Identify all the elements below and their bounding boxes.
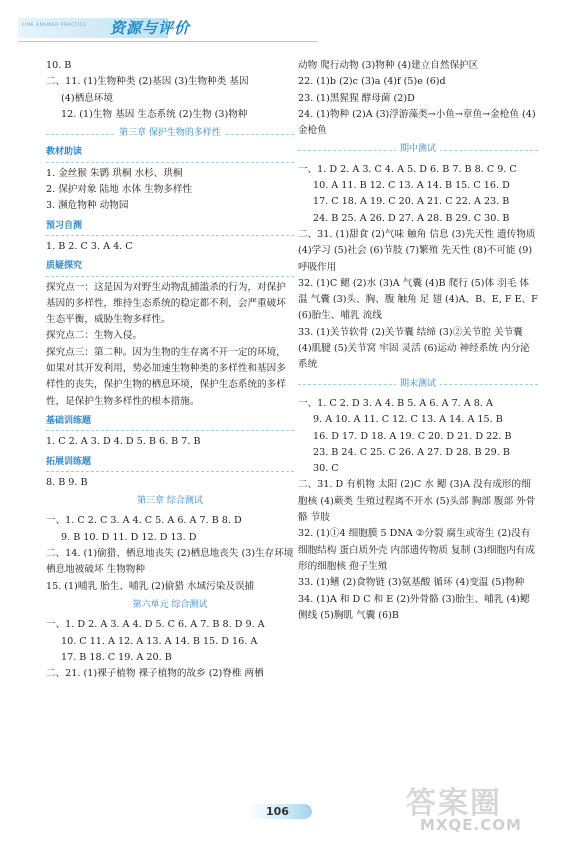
section-heading-text: 期中测试 bbox=[396, 144, 440, 154]
answer-line: 10. A 11. B 12. C 13. A 14. B 15. C 16. D bbox=[313, 180, 510, 192]
answer-line: 2. 保护对象 陆地 水体 生物多样性 bbox=[46, 184, 193, 196]
header-rule bbox=[18, 41, 318, 42]
answer-line: 二、31. (1)甜食 (2)气味 触角 信息 (3)先天性 遗传物质 (4)学习 (5)社会 (6)节肢 (7)繁殖 先天性 (8)不可能 (9)呼吸作用 bbox=[298, 228, 536, 273]
answer-line: 二、31. D 有机物 太阳 (2)C 水 鳃 (3)A 没有成形的细胞核 (4)蕨类 生殖过程离不开水 (5)头部 胸部 腹部 外骨骼 节肢 bbox=[298, 479, 536, 524]
answer-line: 9. A 10. A 11. C 12. C 13. A 14. A 15. B bbox=[313, 414, 503, 426]
section-heading bbox=[46, 494, 294, 509]
watermark-url: MXQE.COM bbox=[420, 816, 522, 834]
left-column bbox=[46, 58, 294, 682]
answer-line: 8. B 9. B bbox=[46, 476, 88, 488]
watermark-logo bbox=[398, 778, 558, 838]
page-number: 106 bbox=[266, 805, 289, 818]
section-heading bbox=[298, 377, 538, 392]
answer-line: 1. 金丝猴 朱鹮 珙桐 水杉、珙桐 bbox=[46, 167, 183, 179]
answer-line: 17. B 18. C 19. A 20. B bbox=[61, 651, 172, 663]
watermark-title: 答案圈 bbox=[406, 786, 502, 821]
section-heading bbox=[298, 142, 538, 157]
section-heading-text: 第三章 保护生物的多样性 bbox=[115, 128, 225, 138]
section-heading-text: 期末测试 bbox=[396, 379, 440, 389]
page-number-badge bbox=[248, 802, 318, 822]
answer-line: 24. B 25. A 26. D 27. A 28. B 29. C 30. B bbox=[313, 212, 510, 224]
answer-line: 一、1. C 2. D 3. A 4. B 5. A 6. A 7. A 8. A bbox=[298, 397, 493, 409]
answer-line: 1. C 2. A 3. D 4. D 5. B 6. B 7. B bbox=[46, 436, 201, 448]
section-heading-text: 第六单元 综合测试 bbox=[129, 600, 212, 610]
answer-line: 32. (1)①4 细胞膜 5 DNA ②分裂 腐生或寄生 (2)没有细胞结构 蛋白质外壳 内部遗传物质 复制 (3)细胞内有成形的细胞核 孢子生殖 bbox=[298, 528, 535, 572]
answer-line: 二、21. (1)裸子植物 裸子植物的故乡 (2)脊椎 两栖 bbox=[46, 668, 264, 680]
answer-line: 33. (1)关节软骨 (2)关节囊 结缔 (3)②关节腔 关节囊 (4)肌腱 (5)关节窝 牢固 灵活 (6)运动 神经系统 内分泌系统 bbox=[298, 326, 530, 371]
answer-line: 10. C 11. A 12. A 13. A 14. B 15. D 16. A bbox=[61, 635, 258, 647]
answer-line: 33. (1)鳍 (2)食物链 (3)氨基酸 循环 (4)变温 (5)物种 bbox=[298, 577, 525, 589]
answer-line: 一、1. D 2. A 3. A 4. D 5. C 6. A 7. B 8. D 9. A bbox=[46, 619, 265, 631]
answer-line: 15. (1)哺乳 胎生、哺乳 (2)偷猎 水域污染及误捕 bbox=[46, 580, 255, 592]
answer-line: 30. C bbox=[313, 463, 339, 475]
header-title: 资源与评价 bbox=[110, 19, 191, 37]
right-column bbox=[298, 58, 538, 624]
section-heading bbox=[46, 598, 294, 613]
header-small-text: FINE ANSWER PRACTICE bbox=[22, 23, 87, 28]
answer-line: 23. B 24. C 25. C 26. A 27. D 28. B 29. B bbox=[313, 446, 510, 458]
section-heading-text: 第三章 综合测试 bbox=[133, 496, 207, 506]
section-heading bbox=[46, 126, 294, 141]
subsection-heading: 质疑探究 bbox=[46, 259, 294, 276]
answer-line: 二、11. (1)生物种类 (2)基因 (3)生物种类 基因 bbox=[46, 76, 249, 88]
answer-line: 16. D 17. D 18. A 19. C 20. D 21. D 22. B bbox=[313, 430, 512, 442]
answer-line: 一、1. D 2. A 3. C 4. A 5. D 6. B 7. B 8. C 9. C bbox=[298, 163, 517, 175]
answer-line: 探究点一：这是因为对野生动物乱捕滥杀的行为，对保护基因的多样性，维持生态系统的稳定都不利，会严重破坏生态平衡，威胁生物多样性。 bbox=[46, 281, 286, 326]
subsection-heading: 拓展训练题 bbox=[46, 455, 294, 472]
answer-line: 34. (1)A 和 D C 和 E (2)外骨骼 (3)胎生、哺乳 (4)鳃 侧线 (5)胸肌 气囊 (6)B bbox=[298, 593, 530, 621]
subsection-heading: 基础训练题 bbox=[46, 414, 294, 431]
answer-line: 二、14. (1)偷猎、栖息地丧失 (2)栖息地丧失 (3)生存环境 栖息地被破坏 生物物种 bbox=[46, 548, 294, 576]
answer-line: 10. B bbox=[46, 60, 72, 71]
answer-line: 动物 爬行动物 (3)物种 (4)建立自然保护区 bbox=[298, 60, 479, 71]
answer-line: 探究点二：生物入侵。 bbox=[46, 330, 142, 342]
answer-line: 24. (1)物种 (2)A (3)浮游藻类→小鱼→章鱼→金枪鱼 (4)金枪鱼 bbox=[298, 108, 536, 137]
answer-line: (4)栖息环境 bbox=[61, 92, 113, 104]
answer-line: 9. B 10. D 11. D 12. D 13. D bbox=[61, 531, 197, 543]
subsection-heading: 教材助读 bbox=[46, 145, 294, 162]
answer-line: 22. (1)b (2)c (3)a (4)f (5)e (6)d bbox=[298, 76, 446, 88]
answer-line: 3. 濒危物种 动物园 bbox=[46, 200, 129, 212]
answer-line: 23. (1)黑猩猩 酵母菌 (2)D bbox=[298, 92, 415, 104]
answer-line: 探究点三：第二种。因为生物的生存离不开一定的环境，如果对其开发利用，势必加速生物种类的多样性和基因多样性的丧失，保护生物的栖息环境，保护生态系统的多样性，是保护生物多样性的根本措施。 bbox=[46, 346, 286, 407]
page-header bbox=[18, 14, 318, 40]
answer-line: 32. (1)C 鳃 (2)水 (3)A 气囊 (4)B 爬行 (5)体 羽毛 体温 气囊 (3)头、胸、腹 触角 足 翅 (4)A、B、E, F E、F (6)胎生、哺乳 流线 bbox=[298, 277, 538, 322]
answer-line: 17. C 18. A 19. C 20. A 21. C 22. A 23. B bbox=[313, 196, 510, 208]
answer-line: 1. B 2. C 3. A 4. C bbox=[46, 240, 133, 252]
subsection-heading: 预习自测 bbox=[46, 219, 294, 236]
answer-line: 12. (1)生物 基因 生态系统 (2)生物 (3)物种 bbox=[61, 108, 248, 120]
answer-line: 一、1. C 2. C 3. A 4. C 5. A 6. A 7. B 8. D bbox=[46, 515, 242, 527]
